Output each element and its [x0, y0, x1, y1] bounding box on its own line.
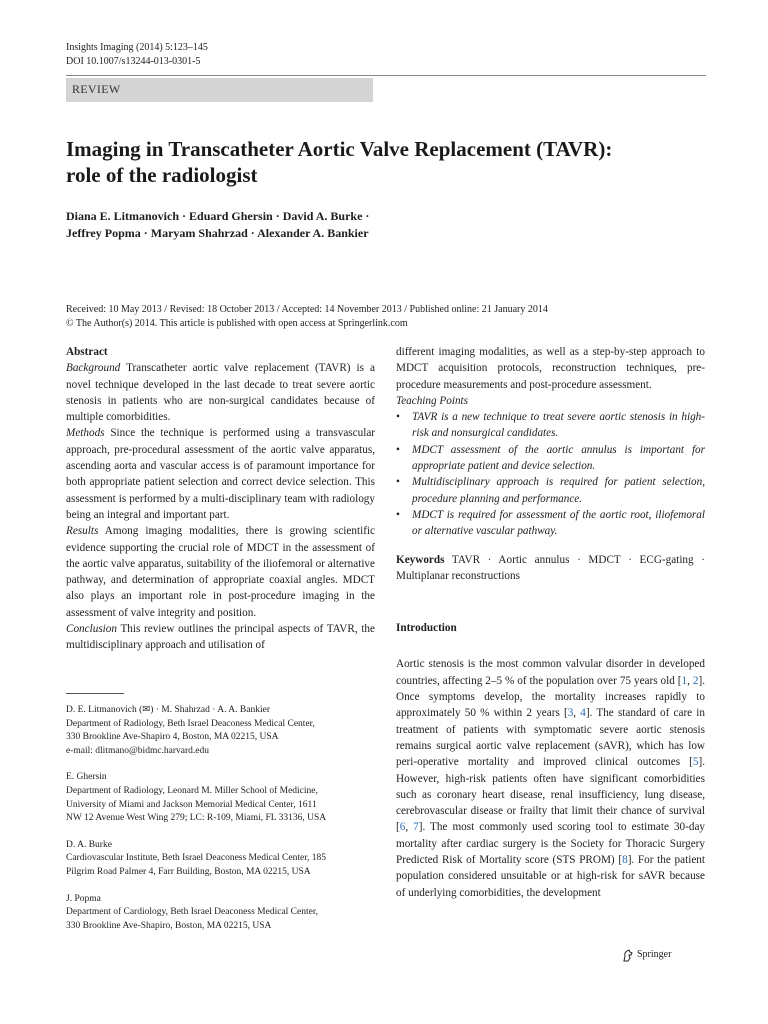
abstract-background [66, 360, 375, 425]
teaching-point-text: TAVR is a new technique to treat severe aortic stenosis in high-risk and nonsurgical candidates. [412, 411, 705, 440]
abstract-heading: Abstract [66, 346, 108, 358]
journal-citation: Insights Imaging (2014) 5:123–145 [66, 42, 208, 53]
citation-link[interactable]: 6 [399, 821, 406, 834]
affiliation-line: J. Popma [66, 893, 101, 904]
keywords [396, 552, 705, 585]
results-text: Among imaging modalities, there is growing scientific evidence supporting the crucial role of MDCT in the assessment of the aortic valve apparatus, suitability of the iliofemoral or alternative pathway, and determination of appropriate coaxial angles. MDCT also plays an important role in post-procedure imaging in the assessment of valve integrity and position. [66, 525, 375, 619]
intro-text: , [405, 821, 414, 834]
section-badge: REVIEW [66, 78, 373, 102]
article-title [66, 136, 706, 188]
methods-text: Since the technique is performed using a transvascular approach, pre-procedural assessment of the aortic valve apparatus, ascending aorta and vascular access is of paramount importance for both appropriate patient selection and correct device selection. This assessment is performed by a multi-disciplinary team with radiology being an integral and important part. [66, 427, 376, 521]
teaching-points-heading: Teaching Points [396, 394, 468, 407]
abstract-conclusion [66, 621, 375, 654]
abstract-results [66, 523, 375, 621]
affiliation-line: D. A. Burke [66, 839, 112, 850]
list-item [396, 507, 705, 540]
teaching-point-text: MDCT is required for assessment of the aortic root, iliofemoral or alternative vascular pathway. [412, 508, 705, 538]
bullet: • [396, 411, 400, 424]
affiliation-line: D. E. Litmanovich (✉) · M. Shahrzad · A. A. Bankier [66, 705, 270, 715]
bullet: • [396, 476, 400, 489]
copyright-line: © The Author(s) 2014. This article is published with open access at Springerlink.com [66, 318, 408, 329]
abstract-continuation: different imaging modalities, as well as a step-by-step approach to MDCT acquisition protocols, reconstruction techniques, pre-procedure measurements and post-procedure assessment. [396, 346, 705, 391]
affiliation-line: NW 12 Avenue West Wing 279; LC: R-109, Miami, FL 33136, USA [66, 813, 327, 824]
affiliation-block [66, 893, 378, 934]
affiliation-line: E. Ghersin [66, 772, 107, 783]
doi: DOI 10.1007/s13244-013-0301-5 [66, 56, 201, 67]
list-item [396, 409, 705, 442]
citation-link[interactable]: 2 [692, 674, 699, 687]
intro-text: ]. However, high-risk patients often have significant comorbidities such as coronary heart disease, renal insufficiency, lung disease, cerebrovascular disease or frailty that limit their chance of survival [ [396, 756, 705, 834]
teaching-point-text: Multidisciplinary approach is required for patient selection, procedure planning and performance. [412, 476, 705, 505]
affiliation-email[interactable]: e-mail: dlitmano@bidmc.harvard.edu [66, 745, 210, 756]
springer-horse-icon [622, 949, 634, 962]
bullet: • [396, 443, 400, 456]
abstract-methods [66, 425, 375, 523]
publisher-name: Springer [637, 949, 672, 960]
citation-link[interactable]: 3 [567, 707, 574, 720]
affiliation-block [66, 771, 378, 825]
affiliations [66, 704, 378, 946]
affiliation-line: 330 Brookline Ave-Shapiro, Boston, MA 02215, USA [66, 920, 272, 931]
intro-text: ]. The standard of care in treatment of patients with symptomatic severe aortic stenosis remains surgical aortic valve replacement (sAVR), which has low peri-operative mortality and improved clinical outcomes [ [396, 707, 706, 769]
bullet: • [396, 508, 400, 521]
intro-text: ]. The most commonly used scoring tool to estimate 30-day mortality after cardiac surgery is the Society for Thoracic Surgery Predicted Risk of Mortality score (STS PROM) [ [396, 821, 706, 867]
teaching-point-text: MDCT assessment of the aortic annulus is important for appropriate patient and device selection. [412, 443, 705, 473]
citation-link[interactable]: 7 [413, 821, 419, 834]
conclusion-text: This review outlines the principal aspects of TAVR, the multidisciplinary approach and utilisation of [66, 623, 375, 652]
citation-link[interactable]: 1 [681, 674, 688, 687]
list-item [396, 442, 705, 475]
affiliation-line: 330 Brookline Ave-Shapiro 4, Boston, MA 02215, USA [66, 732, 279, 743]
right-column [396, 344, 705, 901]
publisher-logo [622, 948, 671, 962]
affiliation-line: Department of Cardiology, Beth Israel Deaconess Medical Center, [66, 907, 318, 918]
affiliations-rule [66, 693, 124, 694]
title-line-2: role of the radiologist [66, 163, 258, 187]
citation-link[interactable]: 5 [692, 756, 699, 769]
keywords-text: TAVR · Aortic annulus · MDCT · ECG-gating · Multiplanar reconstructions [396, 553, 705, 582]
header-rule [66, 75, 706, 76]
authors-line-2: Jeffrey Popma · Maryam Shahrzad · Alexander A. Bankier [66, 226, 369, 240]
background-label: Background [66, 362, 121, 375]
citation-link[interactable]: 8 [622, 854, 628, 867]
affiliation-block [66, 839, 378, 880]
affiliation-line: Department of Radiology, Leonard M. Miller School of Medicine, [66, 785, 318, 796]
affiliation-line: University of Miami and Jackson Memorial Medical Center, 1611 [66, 799, 317, 810]
author-list [66, 208, 706, 242]
intro-text: , [573, 707, 581, 720]
affiliation-line: Cardiovascular Institute, Beth Israel Deaconess Medical Center, 185 [66, 853, 326, 864]
publication-dates [66, 303, 716, 331]
results-label: Results [66, 525, 99, 538]
intro-text: Aortic stenosis is the most common valvular disorder in developed countries, affecting 2–5 % of the population over 75 years old [ [396, 658, 705, 687]
introduction-paragraph [396, 656, 705, 900]
title-line-1: Imaging in Transcatheter Aortic Valve Replacement (TAVR): [66, 137, 613, 161]
affiliation-line: Pilgrim Road Palmer 4, Farr Building, Boston, MA 02215, USA [66, 866, 311, 877]
dates-line: Received: 10 May 2013 / Revised: 18 October 2013 / Accepted: 14 November 2013 / Published online: 21 January 2014 [66, 304, 548, 315]
conclusion-label: Conclusion [66, 623, 117, 636]
authors-line-1: Diana E. Litmanovich · Eduard Ghersin · David A. Burke · [66, 209, 370, 223]
affiliation-line: Department of Radiology, Beth Israel Deaconess Medical Center, [66, 718, 315, 729]
teaching-points-list [396, 409, 705, 539]
intro-text: ]. For the patient population considered unsuitable or at high-risk for sAVR because of underlying comorbidities, the development [396, 854, 705, 899]
affiliation-block [66, 704, 378, 758]
list-item [396, 474, 705, 507]
left-column [66, 344, 375, 654]
intro-text: , [687, 674, 693, 687]
keywords-label: Keywords [396, 553, 445, 566]
methods-label: Methods [66, 427, 105, 440]
citation-link[interactable]: 4 [580, 707, 586, 720]
intro-text: ]. Once symptoms develop, the mortality increases rapidly to approximately 50 % within 2 years [ [396, 674, 705, 720]
background-text: Transcatheter aortic valve replacement (TAVR) is a novel technique developed in the last decade to treat severe aortic stenosis in patients who are non-surgical candidates because of multiple comorbidities. [66, 362, 375, 424]
introduction-heading: Introduction [396, 622, 457, 635]
